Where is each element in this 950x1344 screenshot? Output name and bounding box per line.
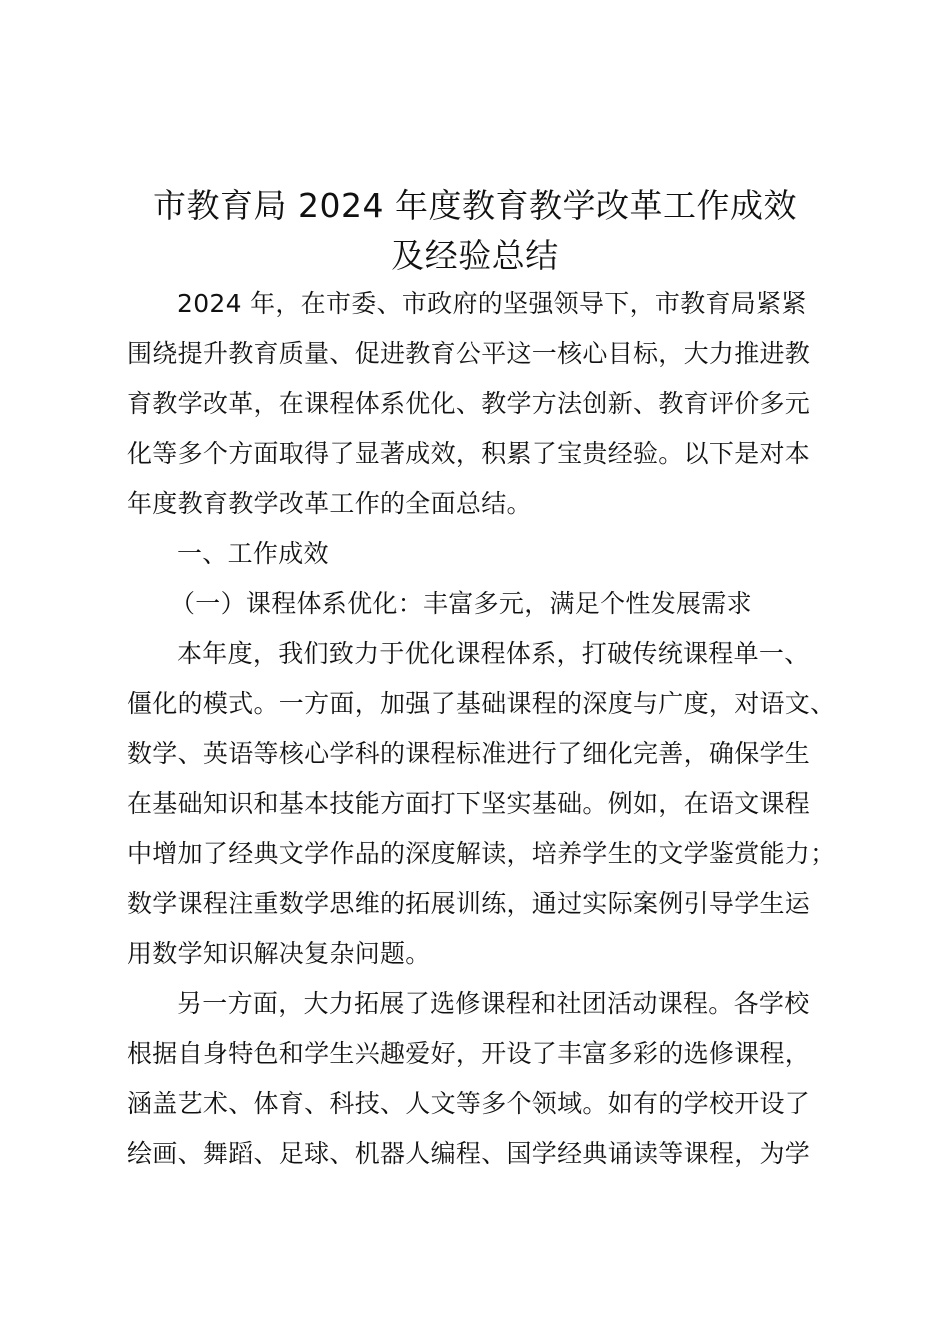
document-title-line-2: 及经验总结 xyxy=(391,236,559,275)
paragraph-line: 化等多个方面取得了显著成效，积累了宝贵经验。以下是对本 xyxy=(127,439,811,468)
paragraph-line: 2024 年，在市委、市政府的坚强领导下，市教育局紧紧 xyxy=(177,289,807,318)
paragraph-line: 涵盖艺术、体育、科技、人文等多个领域。如有的学校开设了 xyxy=(127,1089,811,1118)
paragraph-line: 用数学知识解决复杂问题。 xyxy=(127,939,431,968)
paragraph-line: 在基础知识和基本技能方面打下坚实基础。例如，在语文课程 xyxy=(127,789,811,818)
paragraph-line: 绘画、舞蹈、足球、机器人编程、国学经典诵读等课程，为学 xyxy=(127,1139,811,1168)
paragraph-line: 数学、英语等核心学科的课程标准进行了细化完善，确保学生 xyxy=(127,739,811,768)
subsection-heading: （一）课程体系优化：丰富多元，满足个性发展需求 xyxy=(170,589,752,618)
paragraph-line: 本年度，我们致力于优化课程体系，打破传统课程单一、 xyxy=(177,639,810,668)
paragraph-line: 僵化的模式。一方面，加强了基础课程的深度与广度，对语文、 xyxy=(127,689,836,718)
document-title-line-1: 市教育局 2024 年度教育教学改革工作成效 xyxy=(153,186,797,225)
section-heading: 一、工作成效 xyxy=(177,539,329,568)
paragraph-line: 育教学改革，在课程体系优化、教学方法创新、教育评价多元 xyxy=(127,389,811,418)
paragraph-line: 另一方面，大力拓展了选修课程和社团活动课程。各学校 xyxy=(177,989,810,1018)
paragraph-line: 围绕提升教育质量、促进教育公平这一核心目标，大力推进教 xyxy=(127,339,811,368)
paragraph-line: 中增加了经典文学作品的深度解读，培养学生的文学鉴赏能力； xyxy=(127,839,836,868)
paragraph-line: 根据自身特色和学生兴趣爱好，开设了丰富多彩的选修课程， xyxy=(127,1039,811,1068)
paragraph-line: 年度教育教学改革工作的全面总结。 xyxy=(127,489,532,518)
paragraph-line: 数学课程注重数学思维的拓展训练，通过实际案例引导学生运 xyxy=(127,889,811,918)
